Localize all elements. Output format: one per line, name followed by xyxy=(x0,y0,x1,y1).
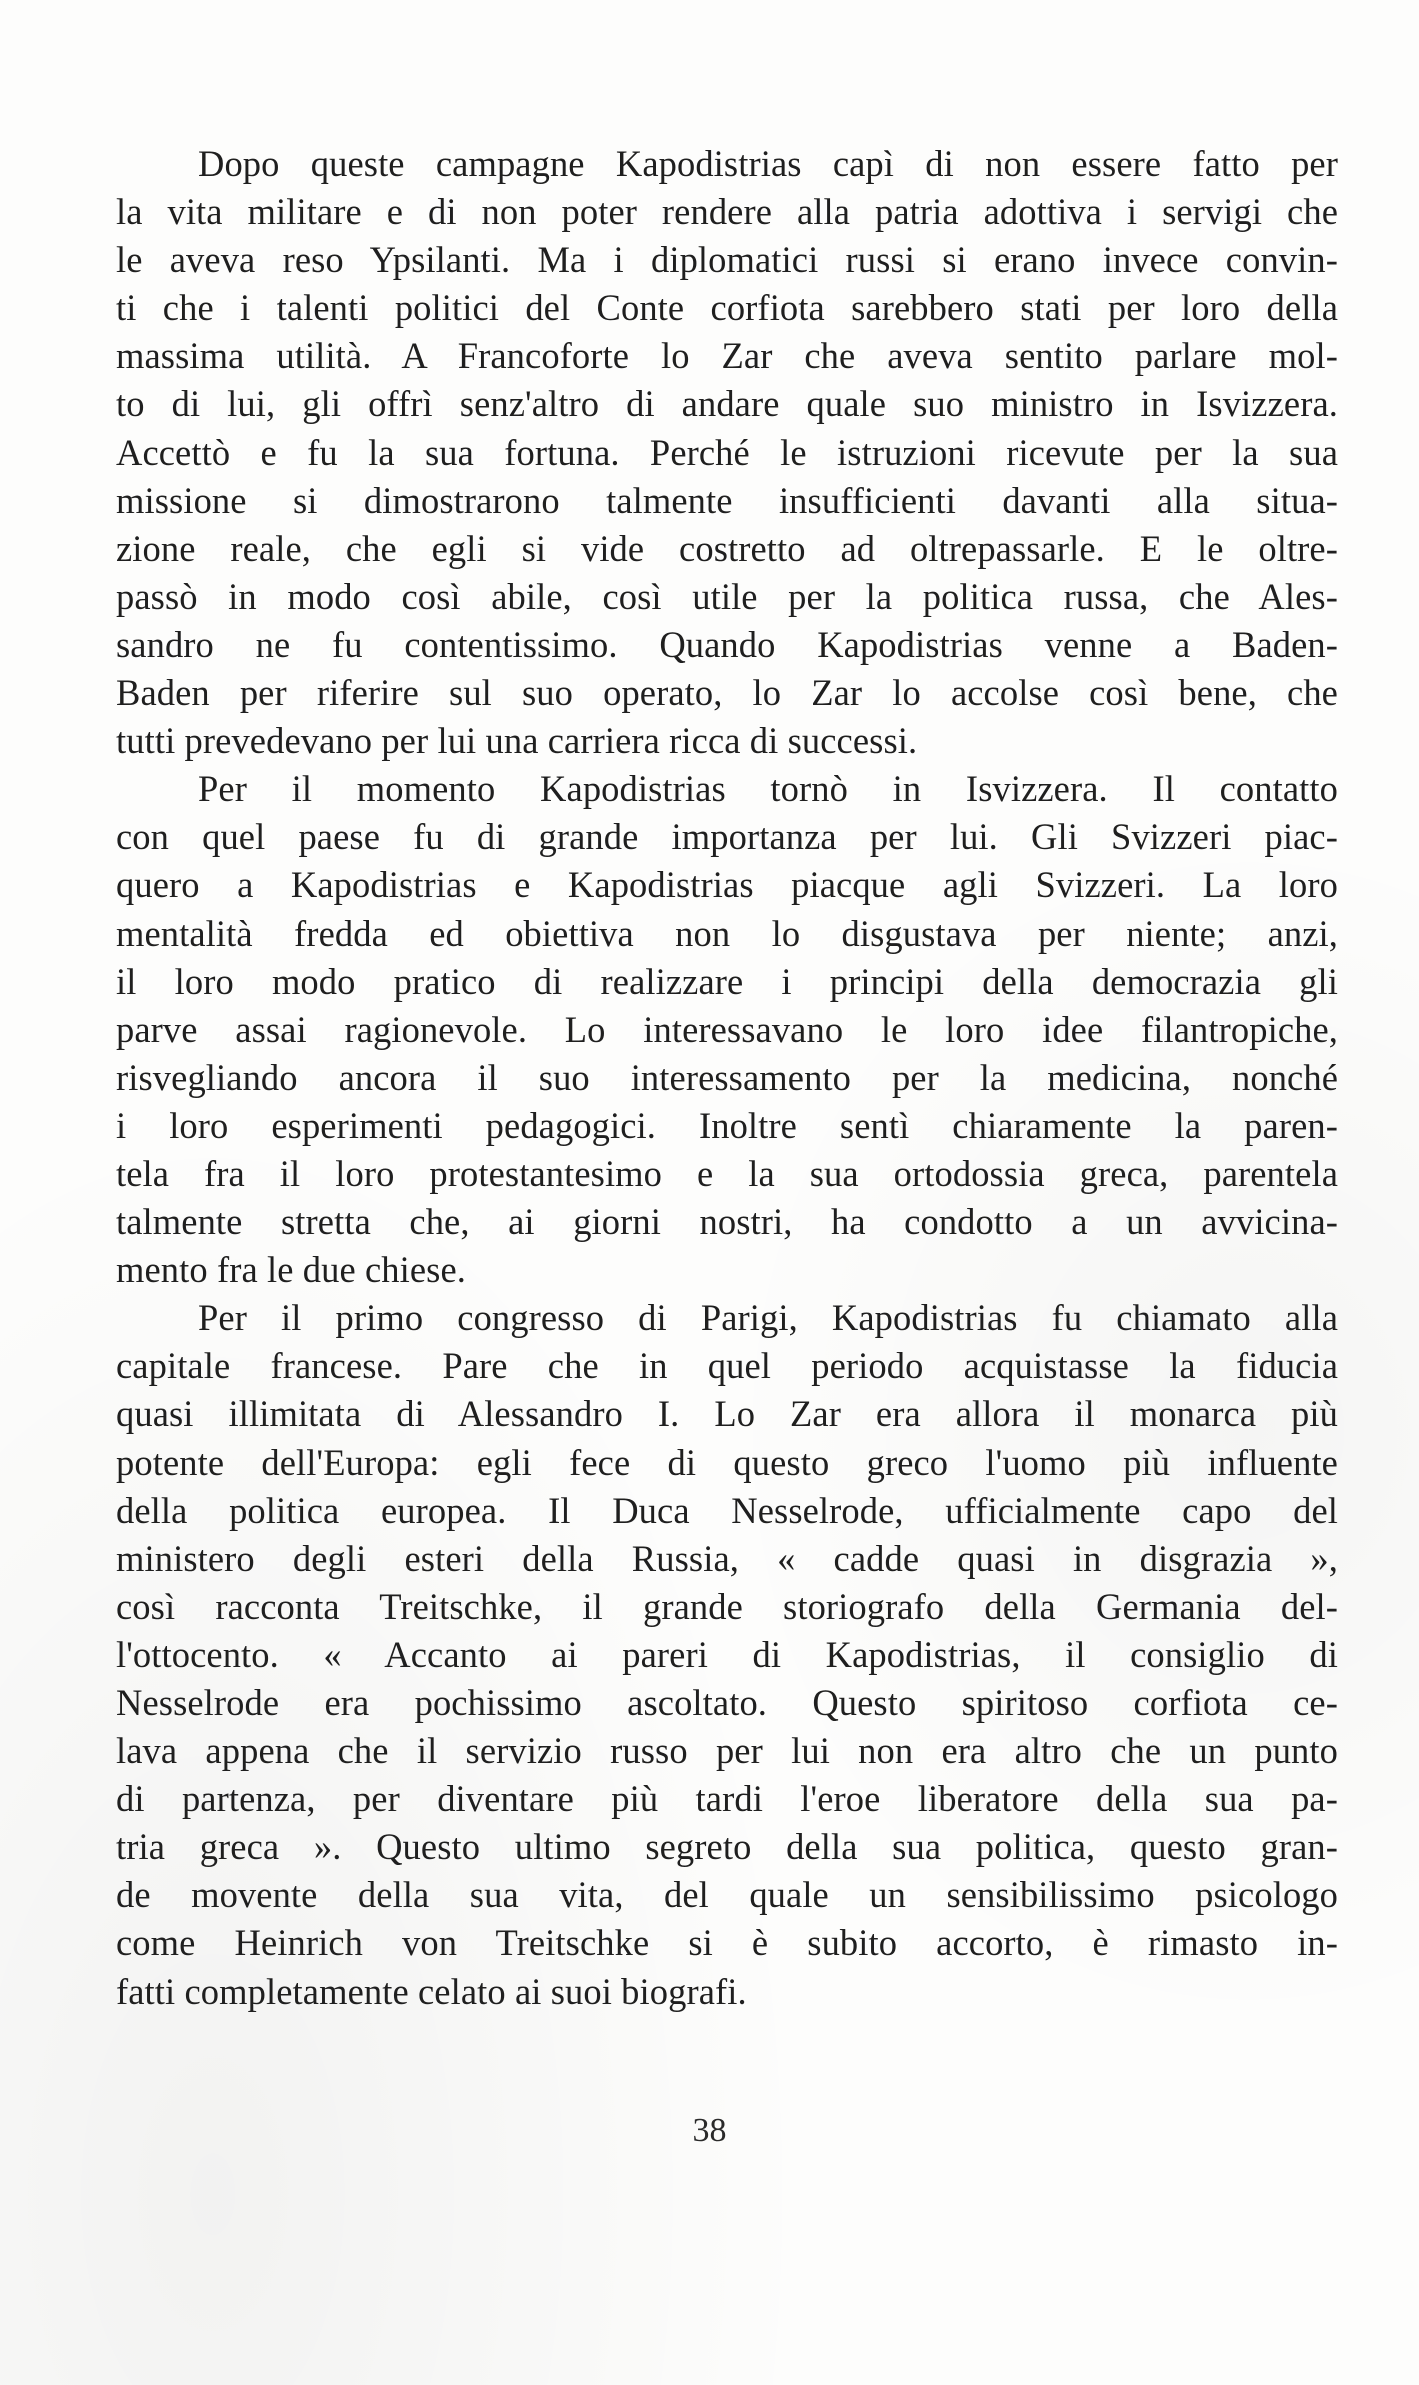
text-line: l'ottocento. « Accanto ai pareri di Kapodistrias, il consiglio di xyxy=(116,1633,1338,1675)
text-line: come Heinrich von Treitschke si è subito accorto, è rimasto in- xyxy=(116,1922,1338,1964)
text-line: la vita militare e di non poter rendere alla patria adottiva i servigi che xyxy=(116,191,1338,233)
text-line: ministero degli esteri della Russia, « cadde quasi in disgrazia », xyxy=(116,1537,1338,1579)
text-line: to di lui, gli offrì senz'altro di andare quale suo ministro in Isvizzera. xyxy=(116,383,1338,425)
text-line: le aveva reso Ypsilanti. Ma i diplomatici russi si erano invece convin- xyxy=(116,239,1338,281)
text-line: de movente della sua vita, del quale un sensibilissimo psicologo xyxy=(116,1874,1338,1916)
text-line: Accettò e fu la sua fortuna. Perché le istruzioni ricevute per la sua xyxy=(116,431,1338,473)
text-line: di partenza, per diventare più tardi l'eroe liberatore della sua pa- xyxy=(116,1778,1338,1820)
text-line: capitale francese. Pare che in quel periodo acquistasse la fiducia xyxy=(116,1345,1338,1387)
body-text xyxy=(116,140,1338,2016)
paragraph-1 xyxy=(116,140,1338,765)
text-line: mentalità fredda ed obiettiva non lo disgustava per niente; anzi, xyxy=(116,912,1338,954)
text-line: talmente stretta che, ai giorni nostri, ha condotto a un avvicina- xyxy=(116,1201,1338,1243)
text-line: quasi illimitata di Alessandro I. Lo Zar era allora il monarca più xyxy=(116,1393,1338,1435)
text-line: fatti completamente celato ai suoi biografi. xyxy=(116,1970,747,2012)
text-line: tela fra il loro protestantesimo e la sua ortodossia greca, parentela xyxy=(116,1152,1338,1194)
text-line: zione reale, che egli si vide costretto ad oltrepassarle. E le oltre- xyxy=(116,527,1338,569)
text-line: Per il primo congresso di Parigi, Kapodistrias fu chiamato alla xyxy=(198,1297,1338,1339)
paragraph-2 xyxy=(116,765,1338,1294)
text-line: Dopo queste campagne Kapodistrias capì di non essere fatto per xyxy=(198,143,1338,184)
text-line: il loro modo pratico di realizzare i principi della democrazia gli xyxy=(116,960,1338,1002)
text-line: mento fra le due chiese. xyxy=(116,1249,467,1291)
text-line: parve assai ragionevole. Lo interessavano le loro idee filantropiche, xyxy=(116,1008,1338,1050)
text-line: i loro esperimenti pedagogici. Inoltre sentì chiaramente la paren- xyxy=(116,1104,1338,1146)
text-line: sandro ne fu contentissimo. Quando Kapodistrias venne a Baden- xyxy=(116,623,1338,665)
text-line: con quel paese fu di grande importanza per lui. Gli Svizzeri piac- xyxy=(116,816,1338,858)
text-line: risvegliando ancora il suo interessamento per la medicina, nonché xyxy=(116,1056,1338,1098)
text-line: Per il momento Kapodistrias tornò in Isvizzera. Il contatto xyxy=(198,768,1338,810)
text-line: Nesselrode era pochissimo ascoltato. Questo spiritoso corfiota ce- xyxy=(116,1682,1338,1723)
text-line: potente dell'Europa: egli fece di questo greco l'uomo più influente xyxy=(116,1441,1338,1483)
text-line: tria greca ». Questo ultimo segreto della sua politica, questo gran- xyxy=(116,1826,1338,1868)
text-line: passò in modo così abile, così utile per la politica russa, che Ales- xyxy=(116,575,1338,617)
text-line: quero a Kapodistrias e Kapodistrias piacque agli Svizzeri. La loro xyxy=(116,864,1338,906)
text-line: della politica europea. Il Duca Nesselrode, ufficialmente capo del xyxy=(116,1489,1338,1531)
text-line: Baden per riferire sul suo operato, lo Zar lo accolse così bene, che xyxy=(116,672,1338,714)
text-line: lava appena che il servizio russo per lui non era altro che un punto xyxy=(116,1730,1338,1772)
text-line: tutti prevedevano per lui una carriera ricca di successi. xyxy=(116,720,918,762)
paragraph-3 xyxy=(116,1294,1338,2015)
page-number: 38 xyxy=(692,2112,727,2149)
text-line: massima utilità. A Francoforte lo Zar che aveva sentito parlare mol- xyxy=(116,335,1338,377)
text-line: così racconta Treitschke, il grande storiografo della Germania del- xyxy=(116,1585,1338,1627)
text-line: ti che i talenti politici del Conte corfiota sarebbero stati per loro della xyxy=(116,287,1338,329)
text-line: missione si dimostrarono talmente insufficienti davanti alla situa- xyxy=(116,479,1338,521)
